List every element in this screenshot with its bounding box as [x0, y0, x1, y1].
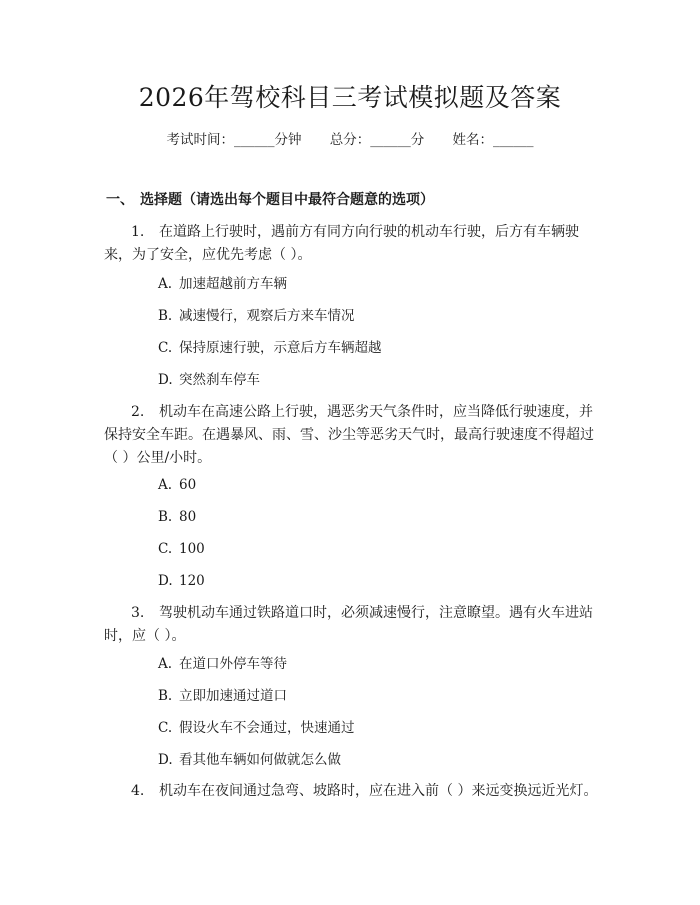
question-text: 驾驶机动车通过铁路道口时，必须减速慢行，注意瞭望。遇有火车进站时，应（ ）。 — [104, 605, 593, 644]
question-text: 机动车在高速公路上行驶，遇恶劣天气条件时，应当降低行驶速度，并保持安全车距。在遇暴风、雨、雪、沙尘等恶劣天气时，最高行驶速度不得超过（ ）公里/小时。 — [104, 404, 594, 466]
question-1 — [104, 221, 598, 267]
option-text: 立即加速通过道口 — [179, 688, 287, 704]
option-text: 看其他车辆如何做就怎么做 — [179, 752, 341, 768]
option-text: 100 — [179, 541, 205, 557]
option-text: 突然刹车停车 — [179, 372, 260, 388]
option-text: 80 — [179, 509, 197, 525]
exam-time-unit: 分钟 — [274, 132, 302, 148]
option-3d — [158, 749, 341, 771]
question-2 — [104, 401, 598, 470]
total-score-unit: 分 — [410, 132, 425, 148]
question-text: 在道路上行驶时，遇前方有同方向行驶的机动车行驶，后方有车辆驶来，为了安全，应优先考虑（ ）。 — [104, 224, 579, 263]
option-letter: C. — [158, 720, 173, 736]
option-text: 在道口外停车等待 — [179, 656, 287, 672]
option-1a — [158, 273, 287, 295]
option-letter: D. — [158, 573, 173, 589]
option-text: 加速超越前方车辆 — [179, 276, 287, 292]
option-2a — [158, 474, 196, 496]
question-number: 1. — [131, 224, 145, 240]
option-text: 120 — [179, 573, 205, 589]
option-3a — [158, 653, 287, 675]
exam-time-label: 考试时间： — [166, 132, 234, 148]
option-2b — [158, 506, 196, 528]
question-number: 2. — [131, 404, 145, 420]
option-1c — [158, 337, 382, 359]
option-letter: B. — [158, 509, 173, 525]
option-text: 减速慢行，观察后方来车情况 — [179, 308, 355, 324]
name-blank: ______ — [493, 132, 534, 148]
option-text: 60 — [179, 477, 197, 493]
name-label: 姓名： — [452, 132, 494, 148]
section-title: 选择题（请选出每个题目中最符合题意的选项） — [140, 192, 434, 208]
question-number: 4. — [131, 783, 145, 799]
exam-time-field — [166, 129, 301, 151]
question-text: 机动车在夜间通过急弯、坡路时，应在进入前（ ）来远变换远近光灯。 — [159, 783, 598, 799]
option-3c — [158, 717, 355, 739]
exam-info-line — [0, 129, 700, 151]
section-heading — [106, 188, 434, 212]
question-number: 3. — [131, 605, 145, 621]
option-letter: A. — [158, 276, 173, 292]
option-2d — [158, 570, 205, 592]
option-letter: C. — [158, 541, 173, 557]
section-number: 一、 — [106, 192, 134, 208]
option-2c — [158, 538, 205, 560]
total-score-field — [330, 129, 425, 151]
name-field — [453, 129, 534, 151]
option-letter: B. — [158, 688, 173, 704]
option-letter: B. — [158, 308, 173, 324]
exam-time-blank: ______ — [233, 132, 275, 148]
option-letter: A. — [158, 656, 173, 672]
question-4 — [104, 780, 604, 803]
option-letter: D. — [158, 372, 173, 388]
page-title: 2026年驾校科目三考试模拟题及答案 — [138, 83, 562, 112]
option-letter: D. — [158, 752, 173, 768]
question-3 — [104, 602, 598, 648]
total-score-label: 总分： — [329, 132, 371, 148]
option-letter: A. — [158, 477, 173, 493]
option-text: 保持原速行驶，示意后方车辆超越 — [179, 340, 382, 356]
option-1b — [158, 305, 355, 327]
option-1d — [158, 369, 260, 391]
option-3b — [158, 685, 287, 707]
option-text: 假设火车不会通过，快速通过 — [179, 720, 355, 736]
option-letter: C. — [158, 340, 173, 356]
total-score-blank: ______ — [370, 132, 411, 148]
